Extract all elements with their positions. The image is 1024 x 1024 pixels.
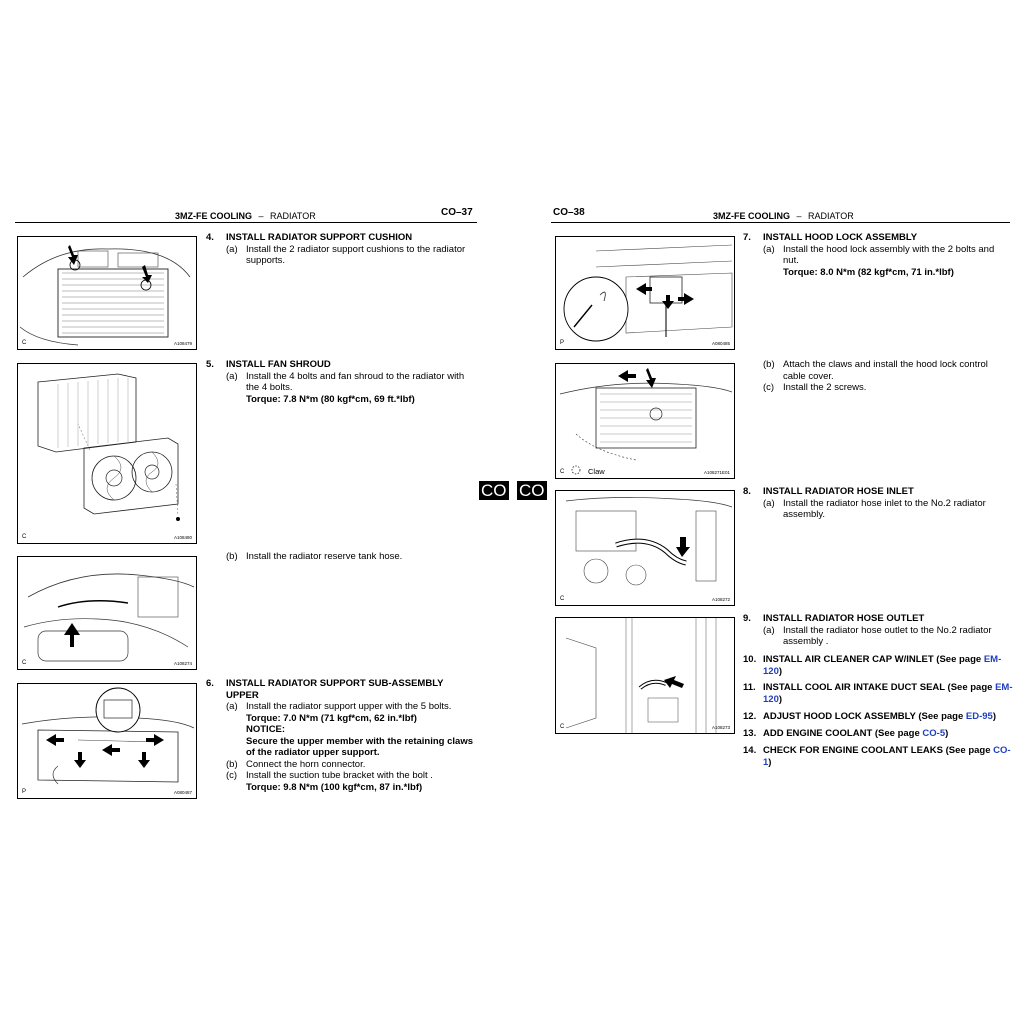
figure-code: A108272	[711, 597, 730, 602]
figure-code: A108479	[173, 341, 192, 346]
figure-corner: C	[22, 660, 27, 666]
step-number: 11.	[743, 682, 756, 693]
substep-a	[206, 701, 474, 713]
figure-hose-outlet	[555, 617, 735, 734]
page-link-ed-95[interactable]: ED-95	[965, 711, 993, 722]
step-title: INSTALL RADIATOR SUPPORT SUB-ASSEMBLY UPPER	[226, 678, 444, 701]
reserve-tank-hose-illustration	[18, 557, 196, 669]
torque-spec: Torque: 8.0 N*m (82 kgf*cm, 71 in.*lbf)	[783, 266, 954, 278]
substep-text: Connect the horn connector.	[246, 758, 366, 770]
page-link-co-5[interactable]: CO-5	[922, 728, 946, 739]
step-number: 4.	[206, 232, 214, 243]
step-title: CHECK FOR ENGINE COOLANT LEAKS (See page	[763, 745, 994, 756]
right-header-title: 3MZ-FE COOLING	[713, 211, 790, 221]
step-number: 10.	[743, 654, 757, 665]
figure-fan-shroud	[17, 363, 197, 544]
figure-corner: C	[22, 340, 27, 346]
step-13	[743, 728, 1013, 740]
left-header	[175, 211, 316, 221]
substep-text: Install the radiator hose outlet to the No.2 radiator assembly .	[783, 624, 992, 647]
substep-a	[743, 625, 1011, 648]
substep-text: Attach the claws and install the hood lock control cable cover.	[783, 359, 988, 382]
right-header-rule	[551, 222, 1010, 223]
step-14	[743, 745, 1013, 768]
page-link-em-120[interactable]: EM-120	[763, 654, 1002, 677]
step-title-end: )	[768, 756, 772, 768]
step-title: INSTALL RADIATOR HOSE INLET	[763, 486, 914, 497]
hood-lock-illustration	[556, 237, 734, 349]
substep-c	[206, 770, 474, 782]
radiator-support-upper-illustration	[18, 684, 196, 798]
step-title: INSTALL RADIATOR HOSE OUTLET	[763, 613, 925, 624]
substep-a	[743, 244, 1011, 267]
step-number: 14.	[743, 745, 757, 756]
step-7	[743, 232, 1011, 278]
substep-b	[206, 759, 474, 771]
step-9	[743, 613, 1011, 648]
substep-letter: (a)	[763, 497, 775, 509]
step-title-end: )	[992, 711, 996, 722]
step-8	[743, 486, 1011, 521]
substep-letter: (a)	[763, 624, 775, 636]
figure-corner: C	[560, 596, 565, 602]
figure-hood-lock	[555, 236, 735, 350]
substep-text: Install the suction tube bracket with the bolt .	[246, 770, 433, 781]
step-number: 7.	[743, 232, 751, 243]
step-12	[743, 711, 1013, 723]
step-title: INSTALL FAN SHROUD	[226, 359, 331, 370]
step-number: 12.	[743, 711, 757, 722]
step-5b	[206, 551, 474, 563]
page-link-em-120[interactable]: EM-120	[763, 682, 1013, 705]
figure-hose-inlet	[555, 490, 735, 606]
substep-letter: (b)	[226, 551, 238, 562]
figure-corner: C	[560, 724, 565, 730]
substep-b	[206, 551, 474, 563]
substep-text: Install the hood lock assembly with the 2 bolts and nut.	[783, 243, 995, 266]
step-title-end: )	[778, 693, 783, 705]
figure-code: A108274	[173, 661, 192, 666]
substep-a	[743, 498, 1011, 521]
substep-text: Install the 4 bolts and fan shroud to the radiator with the 4 bolts.	[246, 370, 465, 393]
substep-letter: (a)	[226, 701, 238, 712]
torque-spec: Torque: 9.8 N*m (100 kgf*cm, 87 in.*lbf)	[246, 781, 423, 793]
step-4	[206, 232, 474, 267]
step-number: 6.	[206, 678, 214, 689]
step-number: 5.	[206, 359, 214, 370]
figure-code: A108480	[173, 535, 192, 540]
hood-lock-cover-illustration	[556, 364, 734, 478]
substep-letter: (c)	[226, 770, 238, 781]
left-header-title: 3MZ-FE COOLING	[175, 211, 252, 221]
substep-letter: (a)	[226, 243, 238, 255]
figure-corner: C	[560, 469, 565, 475]
page-link-co-1[interactable]: CO-1	[763, 745, 1011, 768]
substep-text: Install the radiator reserve tank hose.	[246, 551, 403, 562]
figure-code: A108273	[711, 725, 730, 730]
right-header-section: RADIATOR	[808, 211, 854, 221]
substep-letter: (b)	[763, 359, 775, 370]
right-header-dash: –	[796, 211, 802, 221]
figure-radiator-support-upper	[17, 683, 197, 799]
hose-outlet-illustration	[556, 618, 734, 733]
hose-inlet-illustration	[556, 491, 734, 605]
substep-b	[743, 359, 1011, 382]
torque-spec: Torque: 7.0 N*m (71 kgf*cm, 62 in.*lbf)	[246, 712, 417, 724]
substep-letter: (a)	[763, 243, 775, 255]
right-page-number: CO–38	[553, 207, 585, 218]
torque-spec: Torque: 7.8 N*m (80 kgf*cm, 69 ft.*lbf)	[246, 393, 415, 405]
step-title-end: )	[945, 728, 949, 739]
figure-corner: C	[22, 534, 27, 540]
left-header-section: RADIATOR	[270, 211, 316, 221]
step-5	[206, 359, 474, 405]
substep-letter: (a)	[226, 370, 238, 382]
radiator-cushion-illustration	[18, 237, 196, 349]
figure-radiator-cushion	[17, 236, 197, 350]
step-number: 9.	[743, 613, 751, 624]
figure-code: A080487	[173, 790, 192, 795]
notice-label: NOTICE:	[246, 724, 286, 735]
step-title-end: )	[778, 665, 783, 677]
figure-corner: P	[22, 789, 27, 795]
step-title: INSTALL RADIATOR SUPPORT CUSHION	[226, 232, 413, 243]
figure-corner: P	[560, 340, 565, 346]
step-title: ADJUST HOOD LOCK ASSEMBLY (See page	[763, 711, 966, 722]
figure-hood-lock-cover	[555, 363, 735, 479]
section-tab-right: CO	[519, 481, 545, 500]
left-header-dash: –	[258, 211, 264, 221]
step-11	[743, 682, 1013, 705]
substep-text: Install the 2 screws.	[783, 382, 867, 393]
substep-text: Install the radiator hose inlet to the No.2 radiator assembly.	[783, 497, 986, 520]
left-header-rule	[15, 222, 477, 223]
substep-text: Install the 2 radiator support cushions to the radiator supports.	[246, 243, 466, 266]
step-6	[206, 678, 474, 793]
step-7bc	[743, 359, 1011, 394]
step-10	[743, 654, 1013, 677]
step-number: 13.	[743, 728, 757, 739]
claw-legend: Claw	[588, 467, 605, 476]
step-number: 8.	[743, 486, 751, 497]
substep-a	[206, 244, 474, 267]
figure-reserve-tank-hose	[17, 556, 197, 670]
step-title: INSTALL HOOD LOCK ASSEMBLY	[763, 232, 918, 243]
step-title: ADD ENGINE COOLANT (See page	[763, 728, 923, 739]
left-page-number: CO–37	[441, 207, 473, 218]
substep-c	[743, 382, 1011, 394]
right-header	[713, 211, 854, 221]
fan-shroud-illustration	[18, 364, 196, 543]
step-title: INSTALL COOL AIR INTAKE DUCT SEAL (See page	[763, 682, 996, 693]
step-title: INSTALL AIR CLEANER CAP W/INLET (See page	[763, 654, 984, 665]
figure-code: A108271E01	[703, 470, 730, 475]
figure-code: A080485	[711, 341, 730, 346]
section-tab-left: CO	[481, 481, 507, 500]
substep-letter: (b)	[226, 758, 238, 770]
notice-text: Secure the upper member with the retaining claws of the radiator upper support.	[246, 735, 474, 758]
substep-a	[206, 371, 474, 394]
substep-text: Install the radiator support upper with the 5 bolts.	[246, 701, 452, 712]
substep-letter: (c)	[763, 382, 775, 393]
